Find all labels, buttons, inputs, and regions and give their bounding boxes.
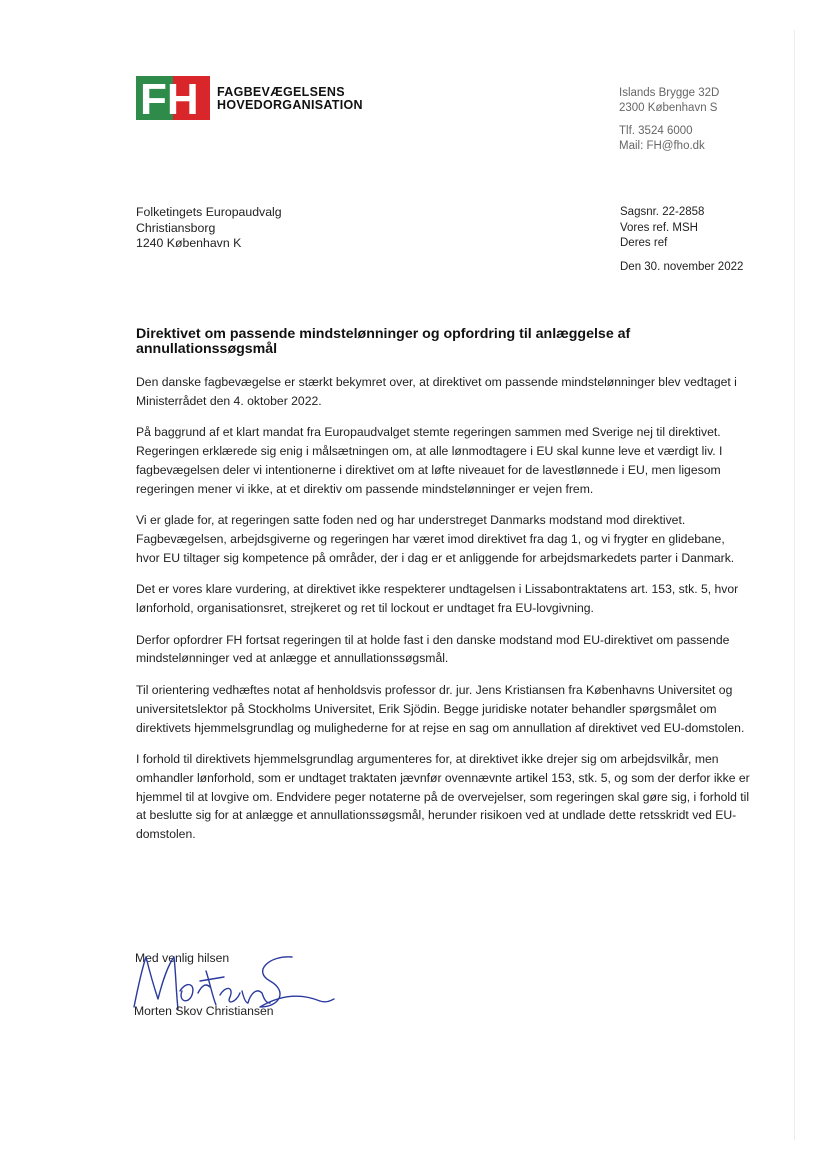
mail: Mail: FH@fho.dk: [619, 140, 705, 152]
recipient-line2: Christiansborg: [136, 220, 216, 235]
org-name-line2: HOVEDORGANISATION: [217, 98, 363, 112]
page-edge: [794, 30, 795, 1140]
paragraph-3: Vi er glade for, at regeringen satte foden ned og har understreget Danmarks modstand mod direktivet. Fagbevægelsen, arbejdsgiverne og regeringen har været imod direktivet fra dag 1, og vi frygter en glidebane, hvor EU tiltager sig kompetence på områder, der i dag er et anliggende for arbejdsmarkedets parter i Danmark.: [136, 513, 735, 565]
paragraph-4: Det er vores klare vurdering, at direktivet ikke respekterer undtagelsen i Lissabontraktatens art. 153, stk. 5, hvor lønforhold, organisationsret, strejkeret og ret til lockout er undtaget fra EU-lovgivning.: [136, 582, 739, 616]
address-line1: Islands Brygge 32D: [619, 87, 720, 99]
paragraph-6: Til orientering vedhæftes notat af henholdsvis professor dr. jur. Jens Kristiansen fra Københavns Universitet og universitetslektor på Stockholms Universitet, Erik Sjödin. Begge juridiske notater behandler spørgsmålet om direktivets hjemmelsgrundlag og mulighederne for at rejse en sag om annullation af direktivet ved EU-domstolen.: [136, 683, 745, 735]
paragraph-1: Den danske fagbevægelse er stærkt bekymret over, at direktivet om passende mindstelønninger blev vedtaget i Ministerrådet den 4. oktober 2022.: [136, 375, 737, 408]
case-number: Sagsnr. 22-2858: [620, 206, 705, 218]
signer-name: Morten Skov Christiansen: [134, 1004, 274, 1018]
paragraph-5: Derfor opfordrer FH fortsat regeringen til at holde fast i den danske modstand mod EU-direktivet om passende mindstelønninger ved at anlægge et annullationssøgsmål.: [136, 632, 730, 666]
closing-greeting: Med venlig hilsen: [135, 951, 230, 965]
reference-block: [620, 205, 704, 252]
recipient-line3: 1240 København K: [136, 236, 242, 250]
letter-body: [136, 373, 751, 857]
fh-logo: [136, 76, 210, 120]
org-name-line1: FAGBEVÆGELSENS: [217, 85, 345, 99]
recipient-line1: Folketingets Europaudvalg: [136, 205, 282, 219]
paragraph-2: På baggrund af et klart mandat fra Europaudvalget stemte regeringen sammen med Sverige nej til direktivet. Regeringen erklærede sig enig i målsætningen om, at alle lønmodtagere i EU skal kunne leve et værdigt liv. I fagbevægelsen deler vi intentionerne i direktivet om at løfte niveauet for de lavestlønnede i EU, men ligesom regeringen mener vi ikke, at et direktiv om passende mindstelønninger er vejen frem.: [136, 425, 723, 496]
letter-subject: Direktivet om passende mindstelønninger og opfordring til anlæggelse af annullationssøgsmål: [136, 326, 631, 357]
logo-letters: FH: [140, 76, 199, 120]
our-ref: Vores ref. MSH: [620, 221, 698, 234]
recipient-address: [136, 205, 282, 252]
org-name: [217, 86, 363, 112]
letter-date: Den 30. november 2022: [620, 261, 744, 273]
your-ref: Deres ref: [620, 237, 668, 249]
paragraph-7: I forhold til direktivets hjemmelsgrundlag argumenteres for, at direktivet ikke drejer sig om arbejdsvilkår, men omhandler lønforhold, som er undtaget traktaten jævnfør ovennævnte artikel 153, stk. 5, og som der derfor ikke er hjemmel til at lovgive om. Endvidere peger notaterne på de overvejelser, som regeringen skal gøre sig, i forhold til at beslutte sig for at anlægge et annullationssøgsmål, herunder risikoen ved at undlade dette retsskridt ved EU-domstolen.: [136, 752, 750, 842]
contact-info: [619, 86, 719, 154]
phone: Tlf. 3524 6000: [619, 125, 693, 137]
address-line2: 2300 København S: [619, 102, 718, 114]
